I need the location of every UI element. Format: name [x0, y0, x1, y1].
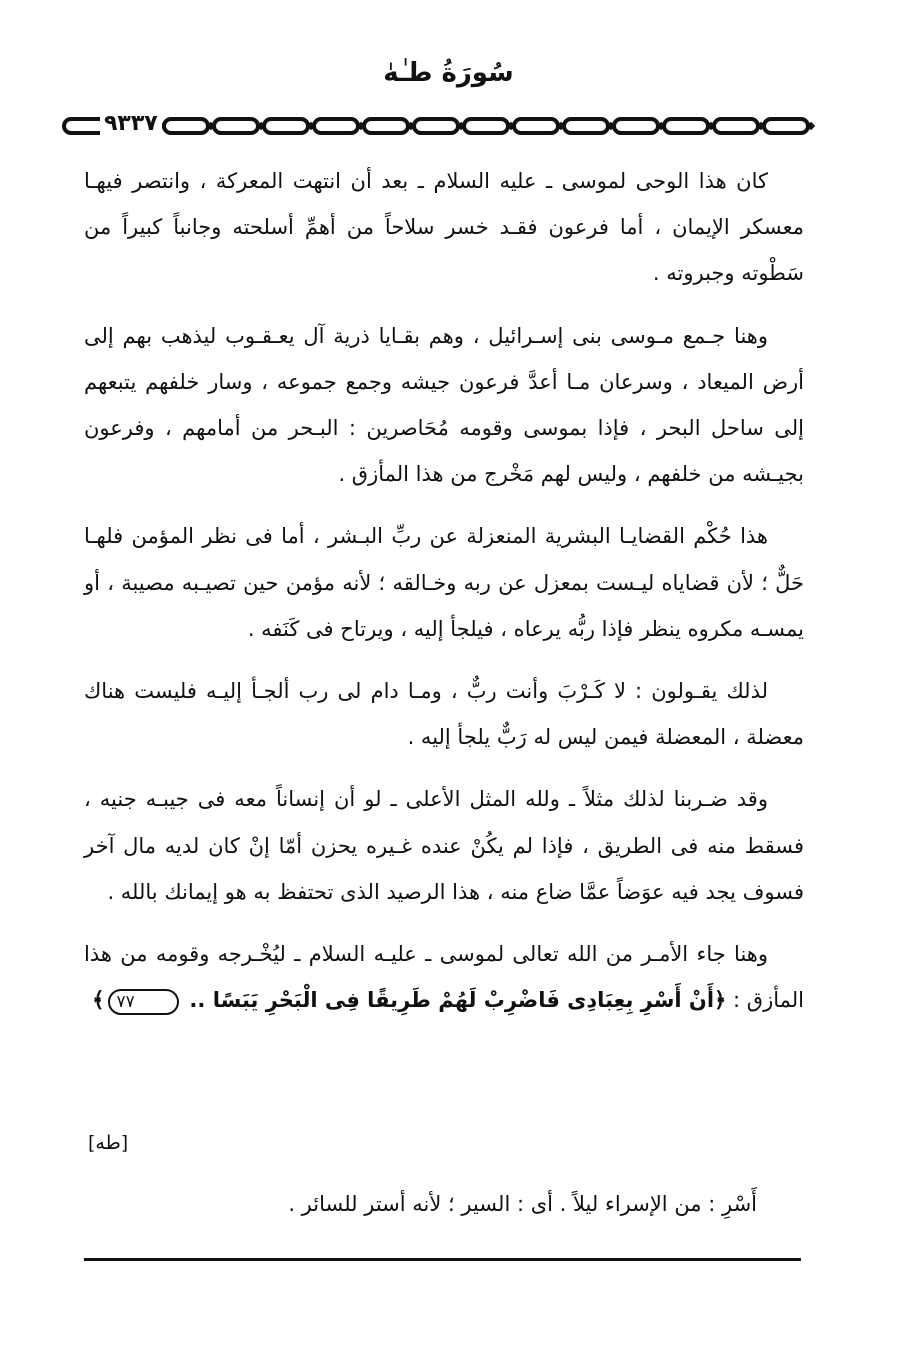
paragraph-5: وقد ضـربنا لذلك مثلاً ـ ولله المثل الأعلى ـ لو أن إنساناً معه فى جيبـه جنيه ، فسقط منه فى الطريق ، فإذا لم يكُنْ عنده غـيره يحزن أمّا إنْ كان لديه مال آخر فسوف يجد فيه عوَضاً عمَّا ضاع منه ، هذا الرصيد الذى تحتفظ به هو إيمانك بالله . — [84, 787, 804, 904]
chain-link — [514, 119, 558, 133]
page-number: ٩٣٣٧ — [100, 111, 162, 136]
surah-reference: [طه] — [88, 1132, 129, 1154]
ayah-number-badge: ٧٧ — [108, 989, 178, 1015]
chain-link — [314, 119, 358, 133]
chain-link — [664, 119, 708, 133]
chain-link — [414, 119, 458, 133]
paragraph-6-intro: وهنا جاء الأمـر من الله تعالى لموسى ـ عليـه السلام ـ ليُخْـرجه وقومه من هذا المأزق : — [84, 942, 804, 1013]
chain-link — [564, 119, 608, 133]
paragraph-1: كان هذا الوحى لموسى ـ عليه السلام ـ بعد أن انتهت المعركة ، وانتصر فيهـا معسكر الإيمان ، أما فرعون فقـد خسر سلاحاً من أهمِّ أسلحته وجانباً كبيراً من سَطْوته وجبروته . — [84, 169, 804, 286]
chain-link — [714, 119, 758, 133]
paragraph-6 — [84, 931, 804, 1023]
footer-divider — [84, 1258, 801, 1261]
quran-verse: ﴿أَنْ أَسْرِ بِعِبَادِى فَاضْرِبْ لَهُمْ طَرِيقًا فِى الْبَحْرِ يَبَسًا .. — [189, 988, 727, 1013]
ornament-chain-icon — [60, 112, 830, 140]
footnote: أَسْرِ : من الإسراء ليلاً . أى : السير ؛ لأنه أستر للسائر . — [288, 1192, 757, 1216]
main-text — [84, 158, 804, 1023]
chain-link — [464, 119, 508, 133]
paragraph-4: لذلك يقـولون : لا كَـرْبَ وأنت ربٌّ ، ومـا دام لى رب ألجـأ إليـه فليست هناك معضلة ، المعضلة فيمن ليس له رَبٌّ يلجأ إليه . — [84, 679, 804, 750]
paragraph-3: هذا حُكْم القضايـا البشرية المنعزلة عن ربِّ البـشر ، أما فى نظر المؤمن فلهـا حَلٌّ ؛ لأن قضاياه ليـست بمعزل عن ربه وخـالقه ؛ لأنه مؤمن حين تصيـبه مصيبة ، أو يمسـه مكروه ينظر فإذا ربُّه يرعاه ، فيلجأ إليه ، ويرتاح فى كَنَفه . — [84, 524, 804, 641]
paragraph-2: وهنا جـمع مـوسى بنى إسـرائيل ، وهم بقـايا ذرية آل يعـقـوب ليذهب بهم إلى أرض الميعاد ، وسرعان مـا أعدَّ فرعون جيشه وجمع جموعه ، وسار خلفهم يتبعهم إلى ساحل البحر ، فإذا بموسى وقومه مُحَاصرين : البـحر من أمامهم ، وفرعون بجيـشه من خلفهم ، وليس لهم مَخْرج من هذا المأزق . — [84, 323, 804, 487]
chain-link — [214, 119, 258, 133]
header-ornament-border — [60, 112, 830, 140]
verse-close-bracket: ﴾ — [92, 988, 105, 1013]
surah-title: سُورَةُ طـٰهٰ — [383, 58, 514, 88]
chain-link — [164, 119, 208, 133]
chain-link — [764, 119, 808, 133]
chain-link — [364, 119, 408, 133]
chain-link — [614, 119, 658, 133]
chain-link — [264, 119, 308, 133]
